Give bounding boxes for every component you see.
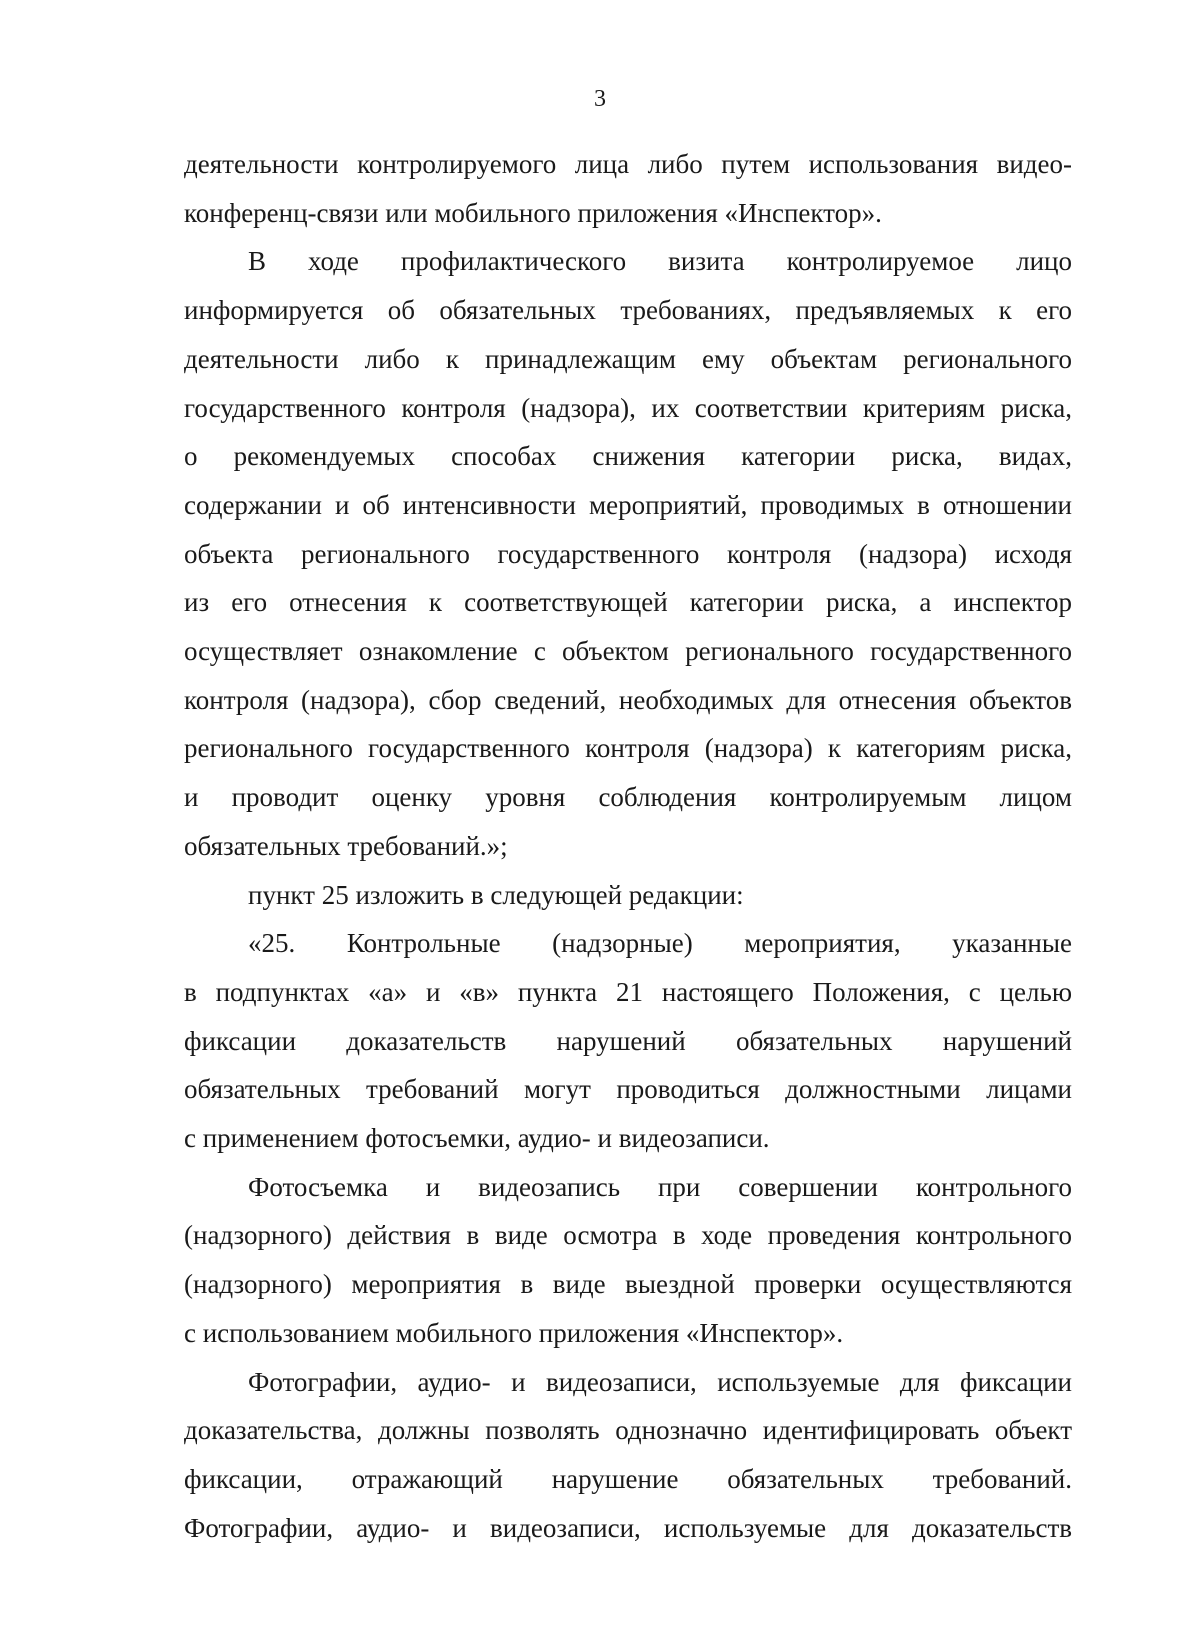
text-line: доказательства, должны позволять однозначно идентифицировать объект xyxy=(184,1415,1072,1446)
text-line: содержании и об интенсивности мероприятий, проводимых в отношении xyxy=(184,489,1072,520)
text-line: объекта регионального государственного контроля (надзора) исходя xyxy=(184,538,1072,569)
text-line: (надзорного) действия в виде осмотра в ходе проведения контрольного xyxy=(184,1220,1072,1251)
text-line: В ходе профилактического визита контролируемое лицо xyxy=(248,246,1072,277)
text-line: осуществляет ознакомление с объектом регионального государственного xyxy=(184,636,1072,667)
paragraph xyxy=(184,1163,1072,1358)
text-line: обязательных требований.»; xyxy=(184,830,508,861)
text-line: «25. Контрольные (надзорные) мероприятия, указанные xyxy=(248,928,1072,959)
paragraph xyxy=(184,871,1072,920)
document-body xyxy=(184,140,1072,1552)
paragraph xyxy=(184,1358,1072,1553)
text-line: фиксации доказательств нарушений обязательных нарушений xyxy=(184,1025,1072,1056)
text-line: с использованием мобильного приложения «Инспектор». xyxy=(184,1317,844,1348)
text-line: с применением фотосъемки, аудио- и видеозаписи. xyxy=(184,1123,770,1154)
paragraph xyxy=(184,919,1072,1163)
text-line: Фотографии, аудио- и видеозаписи, используемые для фиксации xyxy=(248,1366,1072,1397)
text-line: в подпунктах «а» и «в» пункта 21 настоящего Положения, с целью xyxy=(184,976,1072,1007)
paragraph xyxy=(184,140,1072,237)
text-line: Фотографии, аудио- и видеозаписи, используемые для доказательств xyxy=(184,1512,1072,1543)
text-line: о рекомендуемых способах снижения категории риска, видах, xyxy=(184,441,1072,472)
text-line: деятельности контролируемого лица либо путем использования видео- xyxy=(184,149,1072,179)
text-line: из его отнесения к соответствующей категории риска, а инспектор xyxy=(184,587,1072,618)
text-line: фиксации, отражающий нарушение обязательных требований. xyxy=(184,1463,1072,1494)
text-line: контроля (надзора), сбор сведений, необходимых для отнесения объектов xyxy=(184,684,1072,715)
text-line: (надзорного) мероприятия в виде выездной проверки осуществляются xyxy=(184,1269,1072,1300)
text-line: конференц-связи или мобильного приложения «Инспектор». xyxy=(184,197,882,228)
paragraph xyxy=(184,237,1072,870)
text-line: пункт 25 изложить в следующей редакции: xyxy=(248,879,744,910)
text-line: Фотосъемка и видеозапись при совершении контрольного xyxy=(248,1171,1072,1202)
text-line: регионального государственного контроля (надзора) к категориям риска, xyxy=(184,733,1072,764)
page-number: 3 xyxy=(594,86,606,112)
text-line: деятельности либо к принадлежащим ему объектам регионального xyxy=(184,343,1072,374)
text-line: информируется об обязательных требованиях, предъявляемых к его xyxy=(184,295,1072,326)
text-line: обязательных требований могут проводиться должностными лицами xyxy=(184,1074,1072,1105)
text-line: государственного контроля (надзора), их соответствии критериям риска, xyxy=(184,392,1072,423)
text-line: и проводит оценку уровня соблюдения контролируемым лицом xyxy=(184,782,1072,813)
